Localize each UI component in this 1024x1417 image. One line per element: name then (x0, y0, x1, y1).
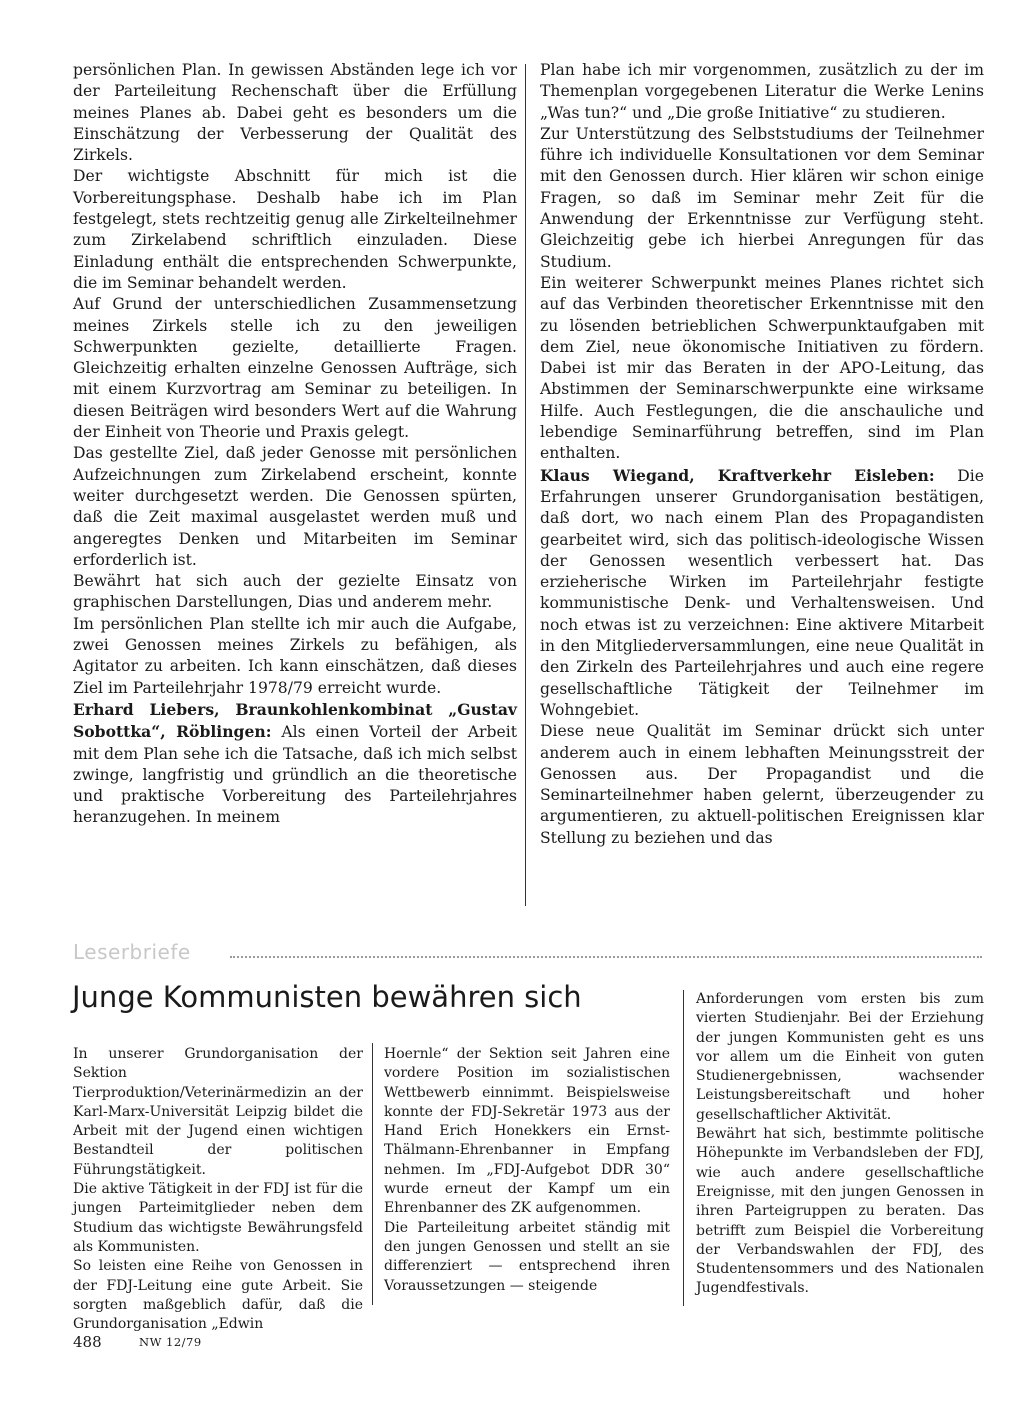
paragraph: Hoernle“ der Sektion seit Jahren eine vordere Position im sozialistischen Wettbewerb einnimmt. Beispielsweise konnte der FDJ-Sekretär 1973 aus der Hand Erich Honekkers ein Ernst-Thälmann-Ehrenbanner in Empfang nehmen. Im „FDJ-Aufgebot DDR 30“ wurde erneut der Kampf um ein Ehrenbanner des ZK aufgenommen. (384, 1046, 670, 1217)
author-name: Klaus Wiegand, Kraftverkehr Eisleben: (540, 465, 935, 485)
paragraph: Zur Unterstützung des Selbststudiums der Teilnehmer führe ich individuelle Konsultationen vor dem Seminar mit den Genossen durch. Hier klären wir schon einige Fragen, so daß im Seminar mehr Zeit für die Anwendung der Erkenntnisse zur Verfügung steht. Gleichzeitig gebe ich hierbei Anregungen für das Studium. (540, 124, 984, 271)
section-rule (230, 956, 982, 958)
paragraph: So leisten eine Reihe von Genossen in der FDJ-Leitung eine gute Arbeit. Sie sorgten maßgeblich dafür, daß die Grundorganisation „Edwin (73, 1258, 363, 1333)
paragraph: Plan habe ich mir vorgenommen, zusätzlich zu der im Themenplan vorgegebenen Literatur die Werke Lenins „Was tun?“ und „Die große Initiative“ zu studieren. (540, 61, 984, 122)
paragraph: In unserer Grundorganisation der Sektion Tierproduktion/Veterinärmedizin an der Karl-Marx-Universität Leipzig bildet die Arbeit mit der Jugend einen wichtigen Bestandteil der politischen Führungstätigkeit. (73, 1046, 363, 1178)
column-divider (683, 990, 684, 1306)
paragraph: Bewährt hat sich auch der gezielte Einsatz von graphischen Darstellungen, Dias und anderem mehr. (73, 572, 517, 612)
paragraph-with-author (73, 699, 517, 829)
paragraph: Bewährt hat sich, bestimmte politische Höhepunkte im Verbandsleben der FDJ, wie auch andere gesellschaftliche Ereignisse, mit den jungen Genossen in ihren Parteigruppen zu beraten. Das betrifft zum Beispiel die Vorbereitung der Verbandswahlen der FDJ, des Studentensommers und des Nationalen Jugendfestivals. (696, 1126, 984, 1297)
paragraph: Ein weiterer Schwerpunkt meines Planes richtet sich auf das Verbinden theoretischer Erkenntnisse mit den zu lösenden betrieblichen Schwerpunktaufgaben mit dem Ziel, neue ökonomische Initiativen zu fördern. Dabei ist mir das Beraten in der APO-Leitung, das Abstimmen der Seminarschwerpunkte eine wirksame Hilfe. Auch Festlegungen, die die anschauliche und lebendige Seminarführung betreffen, sind im Plan enthalten. (540, 273, 984, 463)
letter-column-2 (384, 1045, 670, 1296)
article-column-right (540, 60, 984, 849)
author-name: Erhard Liebers, Braunkohlenkombinat „Gustav Sobottka“, Röblingen: (73, 699, 517, 742)
paragraph: Das gestellte Ziel, daß jeder Genosse mit persönlichen Aufzeichnungen zum Zirkelabend erscheint, konnte weiter durchgesetzt werden. Die Genossen spürten, daß die Zeit maximal ausgelastet werden muß und angeregtes Denken und Mitarbeiten im Seminar erforderlich ist. (73, 444, 517, 569)
issue-label: NW 12/79 (139, 1335, 202, 1349)
paragraph: Die Parteileitung arbeitet ständig mit den jungen Genossen und stellt an sie differenziert — entsprechend ihren Voraussetzungen — steigende (384, 1219, 670, 1294)
paragraph-with-author (540, 465, 984, 722)
paragraph: Anforderungen vom ersten bis zum vierten Studienjahr. Bei der Erziehung der jungen Kommunisten geht es uns vor allem um die Einheit von guten Studienergebnissen, wachsender Leistungsbereitschaft und hoher gesellschaftlicher Aktivität. (696, 991, 984, 1123)
author-statement: Die Erfahrungen unserer Grundorganisation bestätigen, daß dort, wo nach einem Plan des Propagandisten gearbeitet wird, sich das politisch-ideologische Wissen der Genossen wesentlich verbessert hat. Das erzieherische Wirken im Parteilehrjahr festigte kommunistische Denk- und Verhaltensweisen. Und noch etwas ist zu verzeichnen: Eine aktivere Mitarbeit in den Mitgliederversammlungen, eine neue Qualität in den Zirkeln des Parteilehrjahres und auch eine regere gesellschaftliche Tätigkeit der Teilnehmer im Wohngebiet. (540, 466, 984, 719)
paragraph: Diese neue Qualität im Seminar drückt sich unter anderem auch in einem lebhaften Meinungsstreit der Genossen aus. Der Propagandist und die Seminarteilnehmer haben gelernt, überzeugender zu argumentieren, zu aktuell-politischen Ereignissen klar Stellung zu beziehen und das (540, 722, 984, 847)
column-divider (372, 1043, 373, 1305)
article-column-left (73, 60, 517, 829)
article-headline: Junge Kommunisten bewähren sich (72, 980, 582, 1014)
page-number: 488 (73, 1333, 102, 1351)
paragraph: Auf Grund der unterschiedlichen Zusammensetzung meines Zirkels stelle ich zu den jeweiligen Schwerpunkten gezielte, detaillierte Fragen. Gleichzeitig erhalten einzelne Genossen Aufträge, sich mit einem Kurzvortrag am Seminar zu beteiligen. In diesen Beiträgen wird besonders Wert auf die Wahrung der Einheit von Theorie und Praxis gelegt. (73, 295, 517, 442)
letter-column-3 (696, 990, 984, 1299)
author-statement: Als einen Vorteil der Arbeit mit dem Plan sehe ich die Tatsache, daß ich mich selbst zwinge, langfristig und gründlich an die theoretische und praktische Vorbereitung des Parteilehrjahres heranzugehen. In meinem (73, 723, 517, 827)
section-label: Leserbriefe (73, 940, 191, 964)
column-divider (525, 64, 526, 906)
paragraph: Im persönlichen Plan stellte ich mir auch die Aufgabe, zwei Genossen meines Zirkels zu befähigen, als Agitator zu arbeiten. Ich kann einschätzen, daß dieses Ziel im Parteilehrjahr 1978/79 erreicht wurde. (73, 614, 517, 697)
paragraph: Der wichtigste Abschnitt für mich ist die Vorbereitungsphase. Deshalb habe ich im Plan festgelegt, stets rechtzeitig genug alle Zirkelteilnehmer zum Zirkelabend schriftlich einzuladen. Diese Einladung enthält die entsprechenden Schwerpunkte, die im Seminar behandelt werden. (73, 167, 517, 292)
paragraph: persönlichen Plan. In gewissen Abständen lege ich vor der Parteileitung Rechenschaft über die Erfüllung meines Planes ab. Dabei geht es besonders um die Einschätzung der Verbesserung der Qualität des Zirkels. (73, 61, 517, 165)
letter-column-1 (73, 1045, 363, 1334)
paragraph: Die aktive Tätigkeit in der FDJ ist für die jungen Parteimitglieder neben dem Studium das wichtigste Bewährungsfeld als Kommunisten. (73, 1181, 363, 1255)
